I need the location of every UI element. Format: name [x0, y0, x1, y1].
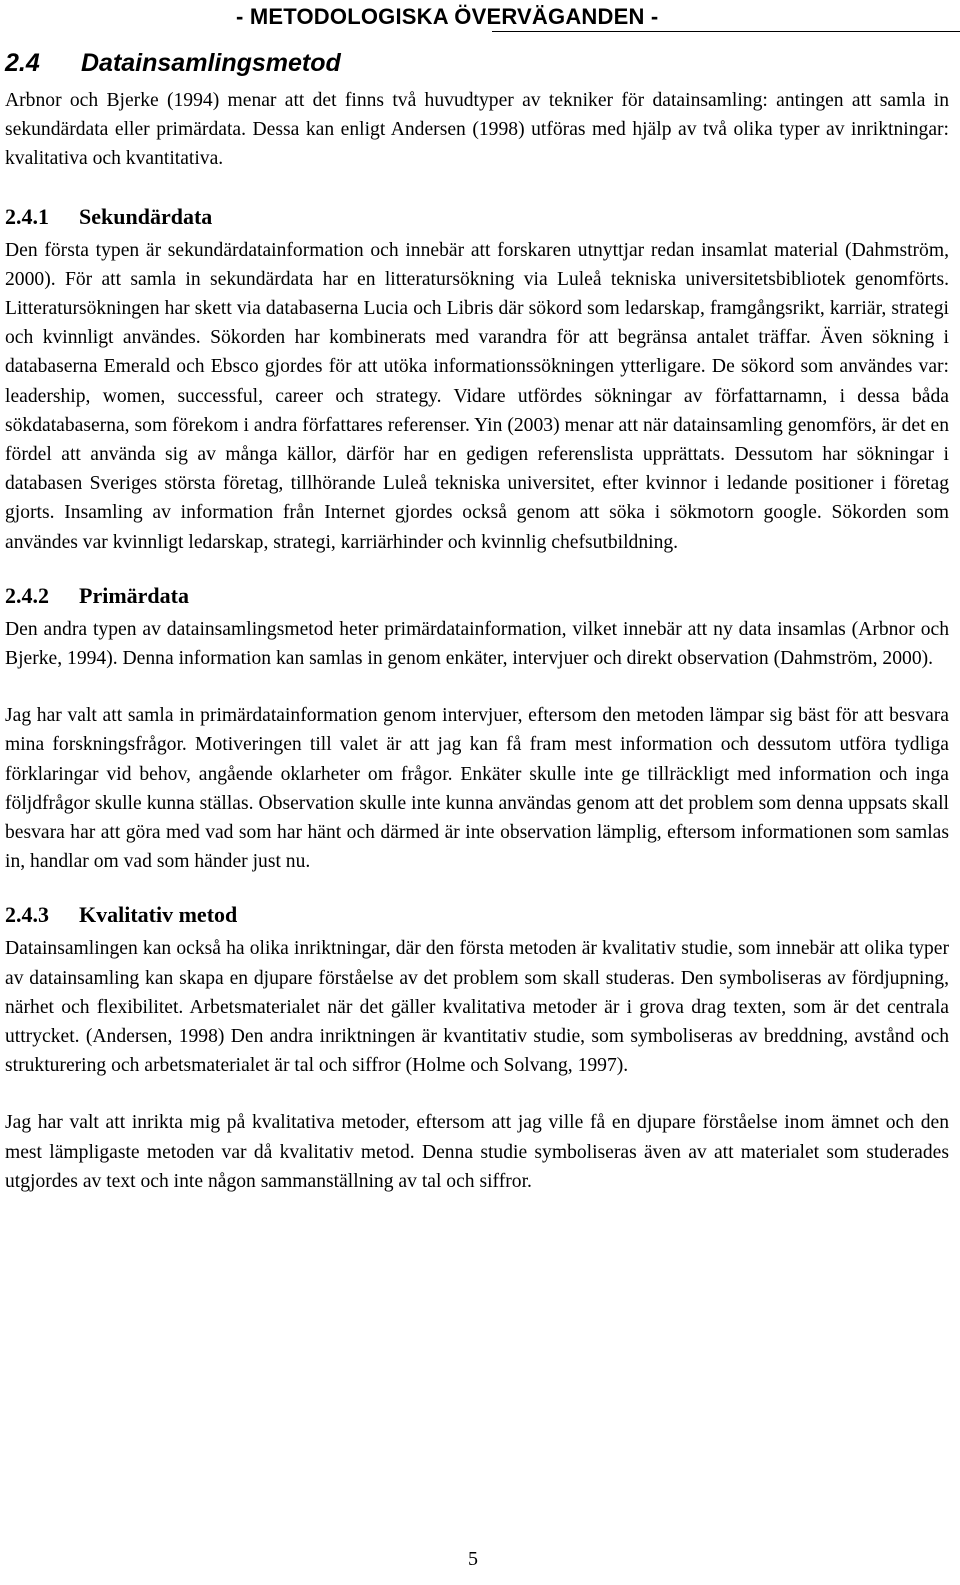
- body-paragraph: Jag har valt att samla in primärdatainformation genom intervjuer, eftersom den metoden lämpar sig bäst för att besvara mina forskningsfrågor. Motiveringen till valet är att jag kan få fram mest information och dessutom utföra tydliga förklaringar vid behov, angående oklarheter om frågor. Enkäter skulle inte ge tillräckligt med information och inga följdfrågor skulle kunna ställas. Observation skulle inte kunna användas genom att det problem som denna uppsats skall besvara har att göra med vad som har hänt och därmed är inte observation lämplig, eftersom informationen som samlas in, handlar om vad som händer just nu.: [5, 705, 949, 873]
- subsection-heading-kvalitativ-metod: [5, 900, 949, 930]
- page-content: [5, 46, 949, 1196]
- section-heading: [5, 46, 949, 80]
- subsection-heading-sekundardata: [5, 202, 949, 232]
- body-paragraph: Den andra typen av datainsamlingsmetod heter primärdatainformation, vilket innebär att ny data insamlas (Arbnor och Bjerke, 1994). Denna information kan samlas in genom enkäter, intervjuer och direkt observation (Dahmström, 2000).: [5, 618, 949, 670]
- page-number-text: 5: [468, 1548, 478, 1570]
- body-paragraph: Den första typen är sekundärdatainformation och innebär att forskaren utnyttjar redan insamlat material (Dahmström, 2000). För att samla in sekundärdata har en litteratursökning via Luleå tekniska universitetsbibliotek genomförts. Litteratursökningen har skett via databaserna Lucia och Libris där sökord som ledarskap, framgångsrikt, karriär, strategi och kvinnligt användes. Sökorden har kombinerats med varandra för att begränsa antalet träffar. Även sökning i databaserna Emerald och Ebsco gjordes för att utöka informationssökningen ytterligare. De sökord som användes var: leadership, women, successful, career och strategy. Vidare utfördes sökningar av författarnamn, i dessa båda sökdatabaserna, som förekom i andra författares referenser. Yin (2003) menar att när datainsamling genomförs, är det en fördel att använda sig av många källor, därför har en gedigen referenslista upprättats. Dessutom har sökningar i databasen Sveriges största företag, tillhörande Luleå tekniska universitet, efter kvinnor i ledande positioner i företag gjorts. Insamling av information från Internet gjordes också genom att söka i sökmotorn google. Sökorden som användes var kvinnligt ledarskap, strategi, karriärhinder och kvinnlig chefsutbildning.: [5, 239, 949, 553]
- section-title: Datainsamlingsmetod: [81, 49, 341, 77]
- header-rule: [492, 31, 960, 32]
- subsection-number: 2.4.1: [5, 203, 49, 229]
- subsection-title: Sekundärdata: [79, 203, 213, 229]
- subsection-number: 2.4.3: [5, 902, 49, 928]
- running-header: - METODOLOGISKA ÖVERVÄGANDEN -: [236, 4, 659, 29]
- section-intro-paragraph: Arbnor och Bjerke (1994) menar att det finns två huvudtyper av tekniker för datainsamling: antingen att samla in sekundärdata eller primärdata. Dessa kan enligt Andersen (1998) utföras med hjälp av två olika typer av inriktningar: kvalitativa och kvantitativa.: [5, 90, 949, 170]
- subsection-title: Kvalitativ metod: [79, 902, 238, 928]
- subsection-heading-primardata: [5, 581, 949, 611]
- subsection-number: 2.4.2: [5, 582, 49, 608]
- body-paragraph: Datainsamlingen kan också ha olika inriktningar, där den första metoden är kvalitativ studie, som innebär att olika typer av datainsamling kan skapa en djupare förståelse av det problem som skall studeras. Den symboliseras av fördjupning, närhet och flexibilitet. Arbetsmaterialet när det gäller kvalitativa metoder är i grova drag texten, som är det centrala uttrycket. (Andersen, 1998) Den andra inriktningen är kvantitativ studie, som symboliseras av breddning, avstånd och strukturering och arbetsmaterialet är tal och siffror (Holme och Solvang, 1997).: [5, 938, 949, 1077]
- section-number: 2.4: [5, 49, 40, 77]
- body-paragraph: Jag har valt att inrikta mig på kvalitativa metoder, eftersom att jag ville få en djupare förståelse inom ämnet och den mest lämpligaste metoden var då kvalitativ metod. Denna studie symboliseras även av att materialet som studerades utgjordes av text och inte någon sammanställning av tal och siffror.: [5, 1112, 949, 1192]
- page-number: [0, 1548, 960, 1571]
- subsection-title: Primärdata: [79, 582, 189, 608]
